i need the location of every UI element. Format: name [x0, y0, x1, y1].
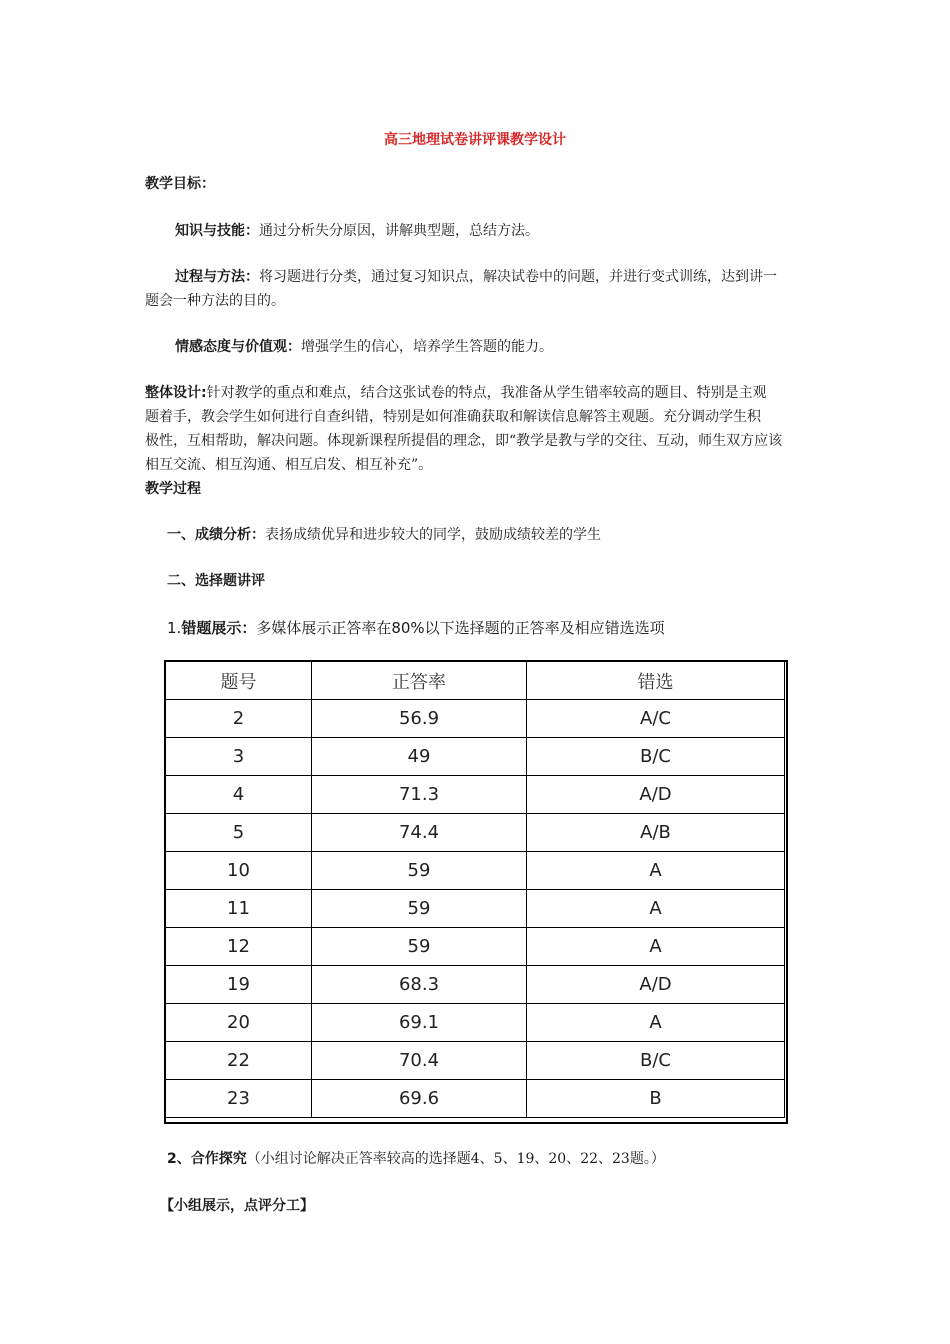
- table-row: [166, 1042, 785, 1080]
- question-number-cell: 20: [166, 1004, 312, 1042]
- table-header-cell: 题号: [166, 662, 312, 700]
- table-header-cell: 正答率: [312, 662, 527, 700]
- group-show: 【小组展示，点评分工】: [160, 1198, 314, 1214]
- section1-text: 表扬成绩优异和进步较大的同学，鼓励成绩较差的学生: [265, 527, 601, 543]
- question-number-cell: 12: [166, 928, 312, 966]
- item1-label: 错题展示：: [181, 619, 257, 637]
- table-row: [166, 700, 785, 738]
- process-label: 过程与方法：: [175, 269, 259, 285]
- table-row: [166, 1080, 785, 1118]
- wrong-choice-cell: A/D: [527, 776, 785, 814]
- correct-rate-cell: 59: [312, 890, 527, 928]
- correct-rate-cell: 56.9: [312, 700, 527, 738]
- question-number-cell: 11: [166, 890, 312, 928]
- correct-rate-cell: 69.6: [312, 1080, 527, 1118]
- wrong-choice-cell: A/D: [527, 966, 785, 1004]
- correct-rate-cell: 69.1: [312, 1004, 527, 1042]
- wrong-choice-cell: A/B: [527, 814, 785, 852]
- table-row: [166, 738, 785, 776]
- objective-process: [145, 265, 810, 289]
- question-number-cell: 19: [166, 966, 312, 1004]
- objectives-heading: 教学目标：: [145, 176, 215, 192]
- objective-emotion: [175, 335, 553, 359]
- wrong-choice-cell: B: [527, 1080, 785, 1118]
- question-number-cell: 2: [166, 700, 312, 738]
- item2-text: （小组讨论解决正答率较高的选择题4、5、19、20、22、23题。）: [246, 1151, 665, 1167]
- question-number-cell: 22: [166, 1042, 312, 1080]
- process-heading: 教学过程: [145, 481, 201, 497]
- wrong-choice-cell: A/C: [527, 700, 785, 738]
- process-text-1: 将习题进行分类，通过复习知识点，解决试卷中的问题，并进行变式训练，达到讲一: [259, 269, 777, 285]
- correct-rate-cell: 49: [312, 738, 527, 776]
- table-row: [166, 776, 785, 814]
- question-number-cell: 3: [166, 738, 312, 776]
- process-text-2: 题会一种方法的目的。: [145, 293, 285, 309]
- section-1: [167, 523, 601, 547]
- error-table: [165, 661, 785, 1118]
- table-row: [166, 928, 785, 966]
- correct-rate-cell: 74.4: [312, 814, 527, 852]
- overall-label: 整体设计:: [145, 385, 207, 401]
- wrong-choice-cell: A: [527, 890, 785, 928]
- knowledge-text: 通过分析失分原因，讲解典型题，总结方法。: [259, 223, 539, 239]
- wrong-choice-cell: B/C: [527, 738, 785, 776]
- wrong-choice-cell: A: [527, 852, 785, 890]
- emotion-label: 情感态度与价值观：: [175, 339, 301, 355]
- emotion-text: 增强学生的信心，培养学生答题的能力。: [301, 339, 553, 355]
- knowledge-label: 知识与技能：: [175, 223, 259, 239]
- wrong-choice-cell: A: [527, 1004, 785, 1042]
- overall-line-2: 题着手，教会学生如何进行自查纠错，特别是如何准确获取和解读信息解答主观题。充分调动学生积: [145, 409, 761, 425]
- table-header-row: [166, 662, 785, 700]
- question-number-cell: 5: [166, 814, 312, 852]
- table-row: [166, 1004, 785, 1042]
- table-row: [166, 890, 785, 928]
- document-title: 高三地理试卷讲评课教学设计: [384, 132, 566, 148]
- correct-rate-cell: 71.3: [312, 776, 527, 814]
- item-2: [167, 1147, 665, 1171]
- objective-knowledge: [175, 219, 539, 243]
- question-number-cell: 23: [166, 1080, 312, 1118]
- table-row: [166, 814, 785, 852]
- overall-line-4: 相互交流、相互沟通、相互启发、相互补充”。: [145, 457, 433, 473]
- table-row: [166, 852, 785, 890]
- section-2-heading: 二、选择题讲评: [167, 573, 265, 589]
- correct-rate-cell: 59: [312, 852, 527, 890]
- overall-design: [145, 381, 810, 405]
- section1-label: 一、成绩分析：: [167, 527, 265, 543]
- table-row: [166, 966, 785, 1004]
- correct-rate-cell: 59: [312, 928, 527, 966]
- overall-line-1: 针对教学的重点和难点，结合这张试卷的特点，我准备从学生错率较高的题目、特别是主观: [206, 385, 767, 401]
- wrong-choice-cell: A: [527, 928, 785, 966]
- overall-line-3: 极性，互相帮助，解决问题。体现新课程所提倡的理念，即“教学是教与学的交往、互动，师生双方应该: [145, 433, 783, 449]
- correct-rate-cell: 68.3: [312, 966, 527, 1004]
- item1-text: 多媒体展示正答率在80%以下选择题的正答率及相应错选选项: [256, 619, 665, 637]
- item-1: [167, 616, 665, 640]
- item1-num: 1.: [167, 619, 182, 637]
- question-number-cell: 10: [166, 852, 312, 890]
- question-number-cell: 4: [166, 776, 312, 814]
- item2-label: 2、合作探究: [167, 1151, 247, 1167]
- wrong-choice-cell: B/C: [527, 1042, 785, 1080]
- correct-rate-cell: 70.4: [312, 1042, 527, 1080]
- table-header-cell: 错选: [527, 662, 785, 700]
